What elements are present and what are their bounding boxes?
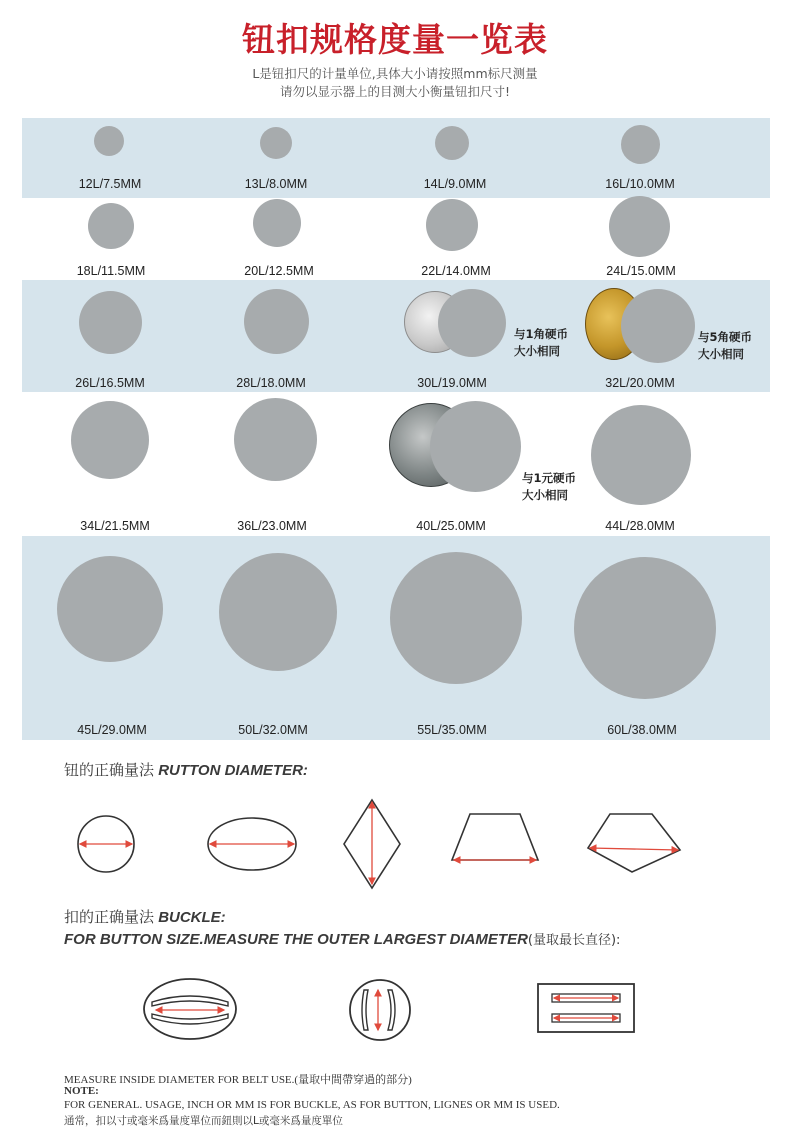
buckle-measure-instruction-cn: (量取最长直径): (527, 933, 621, 948)
coin-note-5-jiao-line-2: 大小相同 (698, 347, 744, 361)
button-circle-45l (57, 556, 163, 662)
buckle-diagrams (0, 966, 790, 1066)
buckle-measure-heading (64, 906, 226, 927)
coin-note-5-jiao (698, 329, 752, 363)
coin-note-1-yuan-line-2: 大小相同 (522, 488, 568, 502)
size-label-32l: 32L/20.0MM (605, 376, 675, 390)
size-label-40l: 40L/25.0MM (416, 519, 486, 533)
buckle-measure-heading-en: BUCKLE: (158, 909, 226, 926)
button-circle-28l (244, 289, 309, 354)
button-circle-60l (574, 557, 716, 699)
subtitle-line-1: L是钮扣尺的计量单位,具体大小请按照mm标尺测量 (252, 66, 538, 81)
buckle-measure-instruction (64, 929, 620, 948)
buckle-measure-heading-cn: 扣的正确量法 (64, 908, 155, 926)
size-label-13l: 13L/8.0MM (244, 177, 308, 191)
button-circle-16l (621, 125, 660, 164)
button-measure-heading (64, 759, 308, 780)
size-label-24l: 24L/15.0MM (606, 264, 676, 278)
round-buckle-shape (350, 980, 410, 1040)
size-label-14l: 14L/9.0MM (423, 177, 487, 191)
coin-note-1-yuan-line-1: 与1元硬币 (522, 471, 577, 485)
button-circle-20l (253, 199, 301, 247)
button-measure-heading-en: RUTTON DIAMETER: (158, 762, 308, 779)
button-diameter-diagrams (0, 790, 790, 890)
button-circle-55l (390, 552, 522, 684)
button-circle-30l (438, 289, 506, 357)
button-circle-26l (79, 291, 142, 354)
button-circle-36l (234, 398, 317, 481)
button-circle-13l (260, 127, 292, 159)
rectangle-buckle-shape (538, 984, 634, 1032)
button-circle-44l (591, 405, 691, 505)
size-label-34l: 34L/21.5MM (80, 519, 150, 533)
button-circle-32l (621, 289, 695, 363)
size-label-44l: 44L/28.0MM (605, 519, 675, 533)
coin-note-1-jiao (514, 326, 568, 360)
size-label-55l: 55L/35.0MM (417, 723, 487, 737)
page-title: 钮扣规格度量一览表 (242, 20, 548, 59)
size-label-12l: 12L/7.5MM (78, 177, 142, 191)
coin-note-1-jiao-line-2: 大小相同 (514, 344, 560, 358)
size-label-50l: 50L/32.0MM (238, 723, 308, 737)
size-label-16l: 16L/10.0MM (605, 177, 675, 191)
oval-buckle-shape (144, 979, 236, 1039)
button-circle-40l (430, 401, 521, 492)
button-circle-24l (609, 196, 670, 257)
trapezoid-button-shape (452, 814, 538, 860)
size-label-22l: 22L/14.0MM (421, 264, 491, 278)
coin-note-5-jiao-line-1: 与5角硬币 (698, 330, 753, 344)
gem-button-shape (588, 814, 680, 872)
coin-note-1-jiao-line-1: 与1角硬币 (514, 327, 569, 341)
button-circle-14l (435, 126, 469, 160)
round-button-shape (78, 816, 134, 872)
rhombus-button-shape (344, 800, 400, 888)
size-label-18l: 18L/11.5MM (76, 264, 146, 278)
button-circle-18l (88, 203, 134, 249)
footer-note-label: NOTE: (64, 1085, 99, 1097)
buckle-measure-instruction-en: FOR BUTTON SIZE.MEASURE THE OUTER LARGEST DIAMETER (64, 931, 528, 948)
coin-note-1-yuan (522, 470, 576, 504)
subtitle-line-2: 请勿以显示器上的目测大小衡量钮扣尺寸! (279, 84, 510, 99)
button-measure-heading-cn: 钮的正确量法 (64, 761, 155, 779)
footer-usage-note: FOR GENERAL. USAGE, INCH OR MM IS FOR BUCKLE, AS FOR BUTTON, LIGNES OR MM IS USED. (64, 1099, 560, 1111)
size-label-60l: 60L/38.0MM (607, 723, 677, 737)
button-circle-22l (426, 199, 478, 251)
button-circle-34l (71, 401, 149, 479)
button-circle-12l (94, 126, 124, 156)
size-label-20l: 20L/12.5MM (244, 264, 314, 278)
oval-button-shape (208, 818, 296, 870)
footer-usage-note-cn: 通常，扣以寸或毫米爲量度單位而鈕則以L或毫米爲量度單位 (64, 1115, 343, 1127)
button-circle-50l (219, 553, 337, 671)
size-label-28l: 28L/18.0MM (236, 376, 306, 390)
size-label-30l: 30L/19.0MM (417, 376, 487, 390)
size-label-26l: 26L/16.5MM (75, 376, 145, 390)
footer-belt-note: MEASURE INSIDE DIAMETER FOR BELT USE.(量取中間帶穿過的部分) (64, 1074, 412, 1086)
size-label-45l: 45L/29.0MM (77, 723, 147, 737)
size-label-36l: 36L/23.0MM (237, 519, 307, 533)
